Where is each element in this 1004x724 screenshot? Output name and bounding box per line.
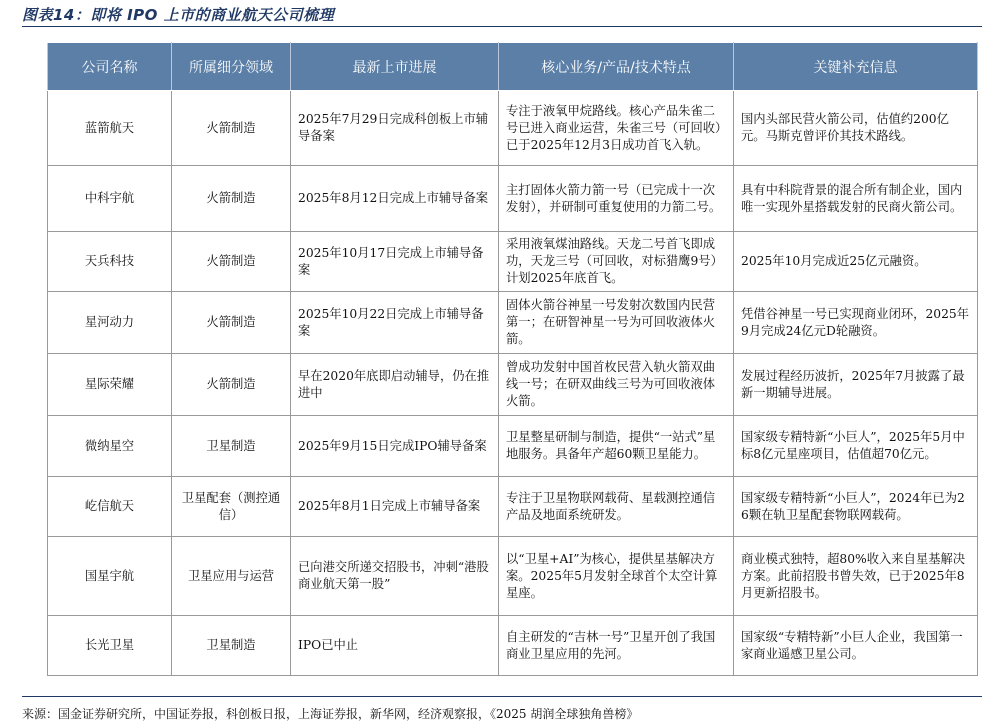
cell-progress: 已向港交所递交招股书，冲刺“港股商业航天第一股”	[291, 537, 499, 616]
ipo-company-table	[47, 42, 978, 676]
table-row	[48, 416, 978, 477]
cell-company: 星河动力	[48, 292, 172, 354]
cell-business: 以“卫星+AI”为核心，提供星基解决方案。2025年5月发射全球首个太空计算星座。	[499, 537, 734, 616]
cell-business: 专注于液氧甲烷路线。核心产品朱雀二号已进入商业运营，朱雀三号（可回收）已于2025年12月3日成功首飞入轨。	[499, 91, 734, 166]
cell-notes: 发展过程经历波折，2025年7月披露了最新一期辅导进展。	[734, 354, 978, 416]
cell-segment: 火箭制造	[172, 292, 291, 354]
cell-company: 蓝箭航天	[48, 91, 172, 166]
cell-progress: 2025年10月17日完成上市辅导备案	[291, 232, 499, 292]
footer-divider	[22, 696, 982, 697]
table-row	[48, 91, 978, 166]
cell-notes: 国家级专精特新“小巨人”，2025年5月中标8亿元星座项目，估值超70亿元。	[734, 416, 978, 477]
cell-company: 中科宇航	[48, 166, 172, 232]
cell-company: 星际荣耀	[48, 354, 172, 416]
cell-progress: IPO已中止	[291, 616, 499, 676]
cell-segment: 火箭制造	[172, 232, 291, 292]
cell-business: 卫星整星研制与制造，提供“一站式”星地服务。具备年产超60颗卫星能力。	[499, 416, 734, 477]
cell-company: 长光卫星	[48, 616, 172, 676]
cell-business: 采用液氧煤油路线。天龙二号首飞即成功，天龙三号（可回收，对标猎鹰9号）计划2025年底首飞。	[499, 232, 734, 292]
cell-notes: 具有中科院背景的混合所有制企业，国内唯一实现外星搭载发射的民商火箭公司。	[734, 166, 978, 232]
header-segment: 所属细分领域	[172, 43, 291, 91]
cell-segment: 火箭制造	[172, 91, 291, 166]
header-business: 核心业务/产品/技术特点	[499, 43, 734, 91]
header-company: 公司名称	[48, 43, 172, 91]
page-title: 图表14：即将 IPO 上市的商业航天公司梳理	[22, 6, 335, 24]
source-note: 来源：国金证券研究所，中国证券报，科创板日报，上海证券报，新华网，经济观察报，《2025 胡润全球独角兽榜》	[22, 707, 639, 721]
title-divider	[22, 26, 982, 27]
cell-business: 主打固体火箭力箭一号（已完成十一次发射），并研制可重复使用的力箭二号。	[499, 166, 734, 232]
cell-segment: 卫星应用与运营	[172, 537, 291, 616]
table-row	[48, 166, 978, 232]
cell-company: 屹信航天	[48, 477, 172, 537]
cell-progress: 2025年8月1日完成上市辅导备案	[291, 477, 499, 537]
cell-notes: 国家级专精特新“小巨人”，2024年已为26颗在轨卫星配套物联网载荷。	[734, 477, 978, 537]
cell-segment: 火箭制造	[172, 354, 291, 416]
header-notes: 关键补充信息	[734, 43, 978, 91]
table-row	[48, 292, 978, 354]
table-row	[48, 232, 978, 292]
header-progress: 最新上市进展	[291, 43, 499, 91]
cell-progress: 2025年9月15日完成IPO辅导备案	[291, 416, 499, 477]
cell-progress: 2025年7月29日完成科创板上市辅导备案	[291, 91, 499, 166]
cell-segment: 卫星制造	[172, 616, 291, 676]
cell-notes: 国内头部民营火箭公司，估值约200亿元。马斯克曾评价其技术路线。	[734, 91, 978, 166]
cell-notes: 商业模式独特，超80%收入来自星基解决方案。此前招股书曾失效，已于2025年8月更新招股书。	[734, 537, 978, 616]
cell-company: 国星宇航	[48, 537, 172, 616]
cell-notes: 凭借谷神星一号已实现商业闭环，2025年9月完成24亿元D轮融资。	[734, 292, 978, 354]
cell-segment: 卫星配套（测控通信）	[172, 477, 291, 537]
cell-company: 天兵科技	[48, 232, 172, 292]
cell-business: 自主研发的“吉林一号”卫星开创了我国商业卫星应用的先河。	[499, 616, 734, 676]
cell-progress: 2025年10月22日完成上市辅导备案	[291, 292, 499, 354]
cell-business: 曾成功发射中国首枚民营入轨火箭双曲线一号；在研双曲线三号为可回收液体火箭。	[499, 354, 734, 416]
cell-business: 固体火箭谷神星一号发射次数国内民营第一；在研智神星一号为可回收液体火箭。	[499, 292, 734, 354]
cell-progress: 早在2020年底即启动辅导，仍在推进中	[291, 354, 499, 416]
cell-company: 微纳星空	[48, 416, 172, 477]
table-header-row	[48, 43, 978, 91]
cell-notes: 国家级“专精特新”小巨人企业，我国第一家商业遥感卫星公司。	[734, 616, 978, 676]
cell-progress: 2025年8月12日完成上市辅导备案	[291, 166, 499, 232]
cell-segment: 卫星制造	[172, 416, 291, 477]
cell-segment: 火箭制造	[172, 166, 291, 232]
table-row	[48, 616, 978, 676]
cell-business: 专注于卫星物联网载荷、星载测控通信产品及地面系统研发。	[499, 477, 734, 537]
cell-notes: 2025年10月完成近25亿元融资。	[734, 232, 978, 292]
table-row	[48, 537, 978, 616]
table-row	[48, 477, 978, 537]
table-row	[48, 354, 978, 416]
